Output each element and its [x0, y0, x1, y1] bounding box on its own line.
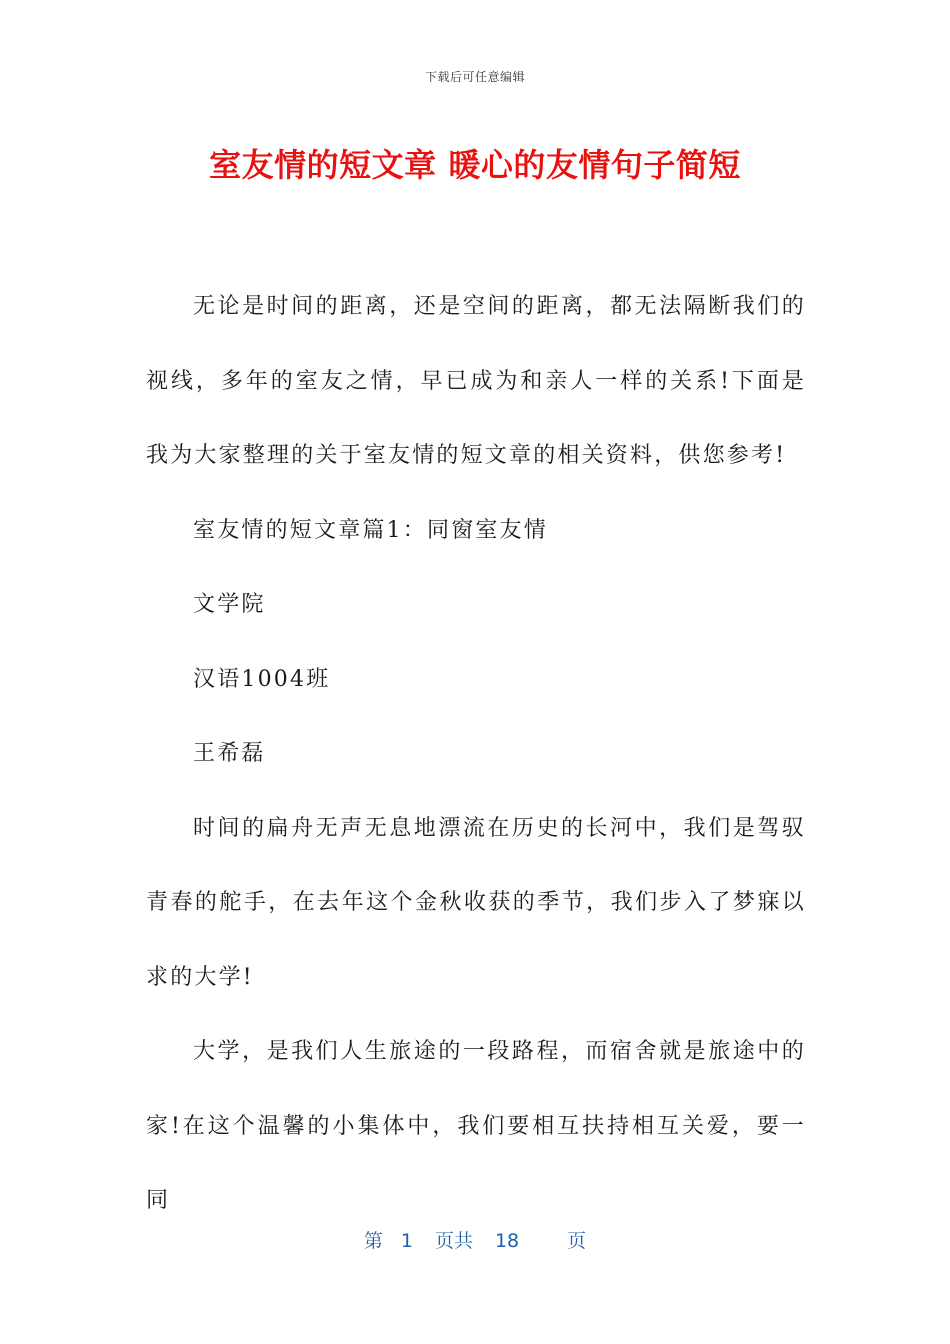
paragraph: 时间的扁舟无声无息地漂流在历史的长河中，我们是驾驭青春的舵手，在去年这个金秋收获的季节，我们步入了梦寐以求的大学! [146, 815, 806, 990]
header-note: 下载后可任意编辑 [424, 70, 525, 84]
page-number: 1 [400, 1230, 413, 1252]
paragraph: 汉语1004班 [193, 666, 331, 692]
paragraph: 无论是时间的距离，还是空间的距离，都无法隔断我们的视线，多年的室友之情，早已成为和亲人一样的关系!下面是我为大家整理的关于室友情的短文章的相关资料，供您参考! [146, 294, 806, 468]
paragraph: 王希磊 [193, 741, 266, 766]
total-pages: 18 [494, 1230, 520, 1252]
paragraph: 文学院 [193, 592, 266, 617]
document-body [146, 270, 806, 1239]
page-footer [0, 1226, 950, 1253]
paragraph: 大学，是我们人生旅途的一段路程，而宿舍就是旅途中的家!在这个温馨的小集体中，我们要相互扶持相互关爱，要一同 [146, 1039, 806, 1213]
footer-suffix: 页 [567, 1230, 587, 1252]
footer-middle: 页共 [434, 1230, 473, 1252]
paragraph: 室友情的短文章篇1：同窗室友情 [193, 517, 548, 543]
document-title: 室友情的短文章 暖心的友情句子简短 [209, 146, 741, 184]
footer-prefix: 第 [363, 1230, 383, 1252]
